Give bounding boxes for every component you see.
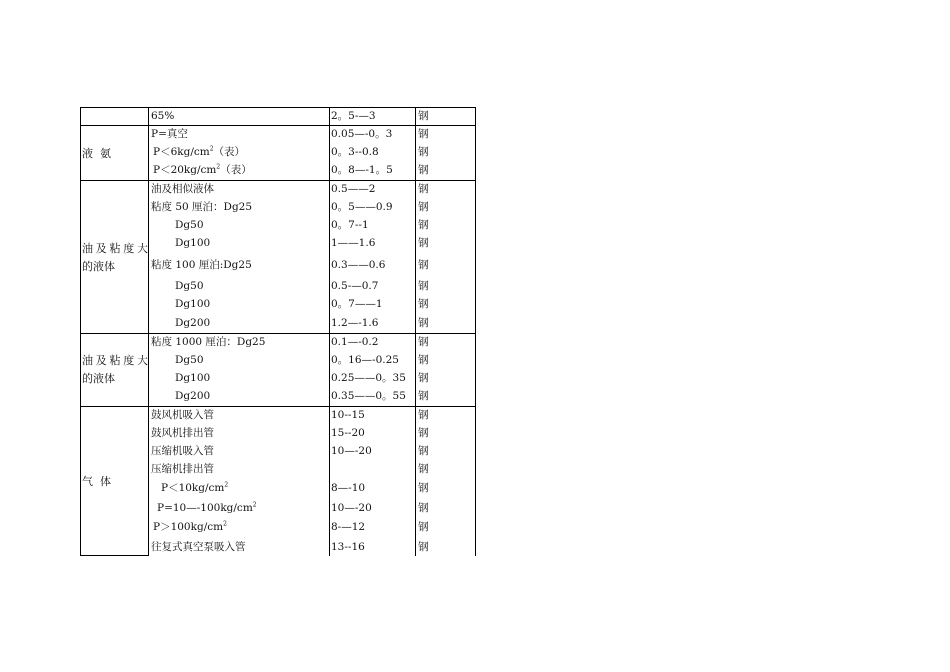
table-cell-description [153, 146, 245, 159]
table-cell-material: 钢 [418, 259, 429, 271]
table-cell-material: 钢 [418, 280, 429, 292]
table-cell-description [161, 482, 228, 495]
table-cell-description [153, 521, 227, 534]
desc-text: P＜6kg/cm [153, 146, 210, 158]
medium-label-gas [82, 473, 148, 491]
table-cell-velocity: 8-—12 [331, 521, 366, 533]
desc-suffix: （表） [220, 164, 252, 176]
table-cell-description: 往复式真空泵吸入管 [151, 541, 246, 553]
group-divider-oil-1 [80, 180, 476, 181]
medium-label-oil-high-viscosity [82, 352, 148, 388]
table-cell-velocity: 0。5——0.9 [331, 201, 393, 213]
table-cell-velocity: 13--16 [331, 541, 365, 553]
desc-suffix: （表） [213, 146, 246, 158]
table-cell-description: 粘度 50 厘泊：Dg25 [151, 201, 253, 213]
superscript: 2 [252, 501, 257, 509]
table-cell-material: 钢 [418, 482, 429, 494]
table-cell-material: 钢 [418, 110, 429, 122]
medium-label-line: 的液体 [82, 260, 115, 273]
table-cell-description: Dg100 [175, 372, 211, 384]
table-cell-velocity: 10—-20 [331, 445, 372, 457]
desc-text: P＜10kg/cm [161, 482, 225, 494]
superscript: 2 [223, 520, 227, 528]
table-left-border [80, 107, 81, 556]
table-bottom-border-medium [80, 555, 149, 556]
table-cell-description: Dg200 [175, 317, 211, 329]
desc-text: P＜20kg/cm [153, 164, 217, 176]
medium-label-oil [82, 240, 148, 276]
table-cell-material: 钢 [418, 541, 429, 553]
group-divider-ammonia [80, 125, 476, 126]
table-cell-material: 钢 [418, 427, 429, 439]
column-divider-velocity [415, 107, 416, 556]
table-cell-velocity: 15--20 [331, 427, 365, 439]
table-cell-description: P=真空 [151, 128, 188, 140]
table-cell-velocity: 0.3——0.6 [331, 259, 386, 271]
table-top-border [80, 107, 476, 108]
desc-text: P=10—-100kg/cm [157, 502, 253, 514]
table-cell-description: 粘度 1000 厘泊：Dg25 [151, 336, 266, 348]
table-cell-material: 钢 [418, 237, 429, 249]
table-cell-material: 钢 [418, 463, 429, 475]
table-cell-description: 鼓风机排出管 [151, 427, 214, 439]
table-cell-material: 钢 [418, 128, 429, 140]
table-cell-description: 65% [151, 110, 175, 122]
table-cell-material: 钢 [418, 502, 429, 514]
table-cell-material: 钢 [418, 146, 429, 158]
table-cell-description: 粘度 100 厘泊:Dg25 [151, 259, 252, 271]
table-cell-description [157, 502, 257, 515]
group-divider-gas [80, 406, 476, 407]
table-cell-material: 钢 [418, 390, 429, 402]
medium-label-line: 的液体 [82, 372, 115, 385]
table-cell-material: 钢 [418, 317, 429, 329]
table-cell-material: 钢 [418, 336, 429, 348]
table-cell-description: Dg50 [175, 219, 204, 231]
table-cell-velocity: 10—-20 [331, 502, 372, 514]
table-cell-material: 钢 [418, 183, 429, 195]
table-cell-material: 钢 [418, 521, 429, 533]
medium-label-line: 气 体 [82, 475, 111, 488]
table-cell-description: Dg100 [175, 237, 211, 249]
table-cell-velocity: 8—-10 [331, 482, 366, 494]
table-cell-description [153, 164, 252, 177]
table-cell-material: 钢 [418, 372, 429, 384]
medium-label-line: 油及粘度大 [82, 354, 148, 367]
table-cell-material: 钢 [418, 219, 429, 231]
column-divider-medium [148, 107, 149, 556]
table-cell-description: Dg200 [175, 390, 211, 402]
table-cell-velocity: 0。7——1 [331, 298, 383, 310]
table-cell-material: 钢 [418, 354, 429, 366]
medium-label-line: 油及粘度大 [82, 242, 148, 255]
table-cell-velocity: 10--15 [331, 409, 365, 421]
column-divider-description [329, 107, 330, 556]
group-divider-oil-2 [80, 333, 476, 334]
table-cell-description: 油及相似液体 [151, 183, 214, 195]
superscript: 2 [209, 145, 214, 153]
table-cell-velocity: 0。8—-1。5 [331, 164, 393, 176]
table-cell-velocity: 0。16—-0.25 [331, 354, 399, 366]
table-cell-velocity: 0.1—-0.2 [331, 336, 379, 348]
table-cell-material: 钢 [418, 445, 429, 457]
table-cell-velocity: 0.5——2 [331, 183, 376, 195]
table-cell-material: 钢 [418, 164, 429, 176]
table-cell-velocity: 0.35——0。55 [331, 390, 406, 402]
table-cell-velocity: 0。3--0.8 [331, 146, 379, 158]
table-cell-material: 钢 [418, 409, 429, 421]
table-cell-velocity: 0。7--1 [331, 219, 369, 231]
table-right-border [475, 107, 476, 556]
table-cell-description: 鼓风机吸入管 [151, 409, 214, 421]
table-cell-velocity: 2。5-—3 [331, 110, 376, 122]
table-cell-description: Dg50 [175, 280, 204, 292]
table-cell-description: 压缩机排出管 [151, 463, 214, 475]
table-cell-description: Dg100 [175, 298, 211, 310]
table-cell-velocity: 1.2—-1.6 [331, 317, 379, 329]
table-cell-description: 压缩机吸入管 [151, 445, 214, 457]
superscript: 2 [224, 481, 229, 489]
table-cell-velocity: 1——1.6 [331, 237, 376, 249]
medium-label-ammonia [82, 145, 148, 163]
table-cell-material: 钢 [418, 298, 429, 310]
table-cell-description: Dg50 [175, 354, 204, 366]
table-cell-velocity: 0.25——0。35 [331, 372, 406, 384]
desc-text: P＞100kg/cm [153, 521, 224, 533]
table-cell-velocity: 0.5-—0.7 [331, 280, 379, 292]
table-cell-velocity: 0.05—-0。3 [331, 128, 393, 140]
superscript: 2 [216, 163, 221, 171]
table-cell-material: 钢 [418, 201, 429, 213]
medium-label-line: 液 氨 [82, 147, 111, 160]
